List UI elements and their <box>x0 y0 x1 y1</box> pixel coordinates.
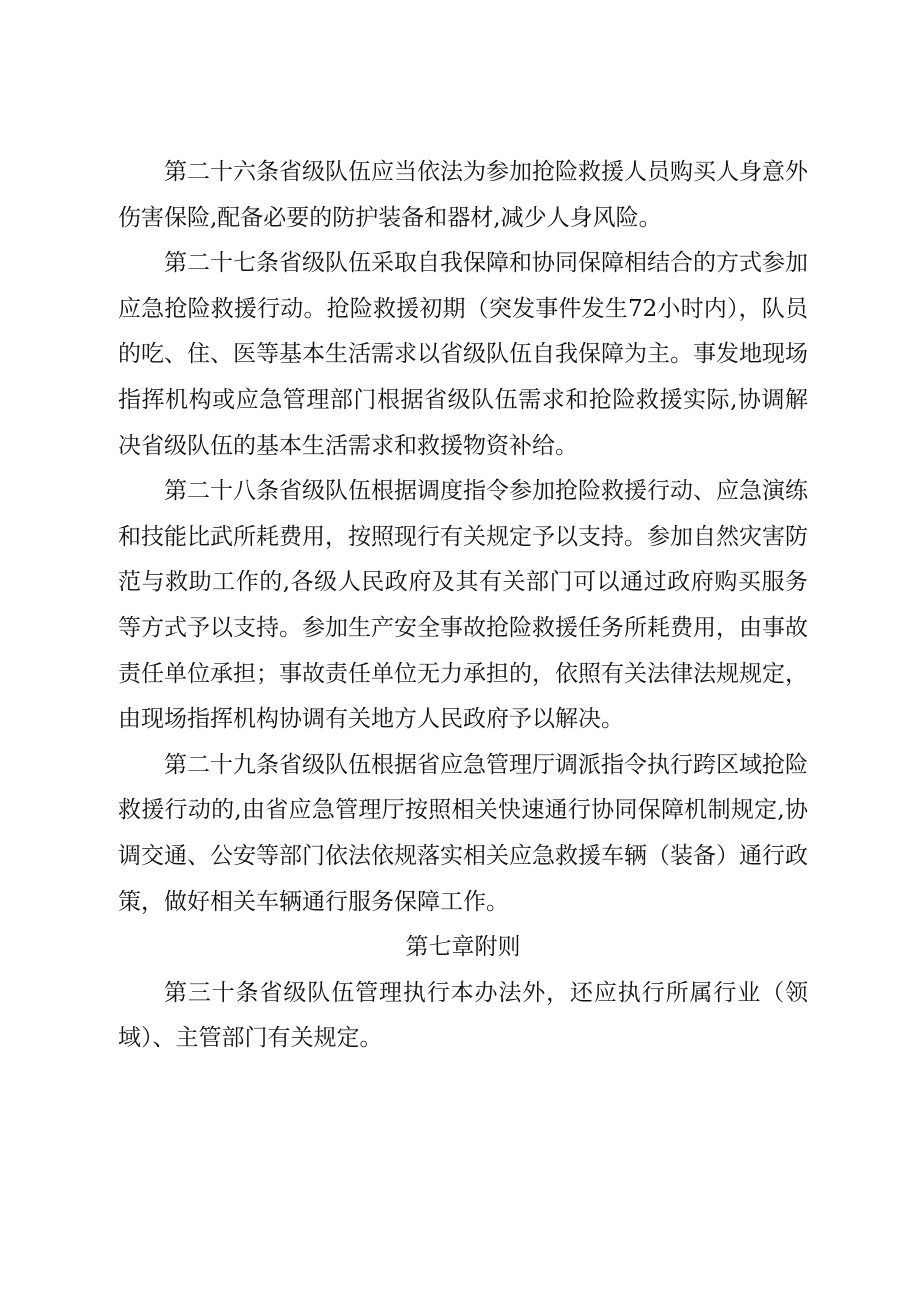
article-27-paragraph: 第二十七条省级队伍采取自我保障和协同保障相结合的方式参加应急抢险救援行动。抢险救援初期（突发事件发生72小时内），队员的吃、住、医等基本生活需求以省级队伍自我保障为主。事发地现场指挥机构或应急管理部门根据省级队伍需求和抢险救援实际,协调解决省级队伍的基本生活需求和救援物资补给。 <box>118 250 808 459</box>
document-body <box>118 150 808 1062</box>
article-29-paragraph: 第二十九条省级队伍根据省应急管理厅调派指令执行跨区域抢险救援行动的,由省应急管理厅按照相关快速通行协同保障机制规定,协调交通、公安等部门依法依规落实相关应急救援车辆（装备）通行政策，做好相关车辆通行服务保障工作。 <box>118 751 808 915</box>
article-30-paragraph: 第三十条省级队伍管理执行本办法外，还应执行所属行业（领域）、主管部门有关规定。 <box>118 979 808 1052</box>
chapter-heading: 第七章附则 <box>405 934 521 961</box>
article-28-paragraph: 第二十八条省级队伍根据调度指令参加抢险救援行动、应急演练和技能比武所耗费用，按照现行有关规定予以支持。参加自然灾害防范与救助工作的,各级人民政府及其有关部门可以通过政府购买服务等方式予以支持。参加生产安全事故抢险救援任务所耗费用，由事故责任单位承担；事故责任单位无力承担的，依照有关法律法规规定，由现场指挥机构协调有关地方人民政府予以解决。 <box>118 478 808 733</box>
article-26-paragraph: 第二十六条省级队伍应当依法为参加抢险救援人员购买人身意外伤害保险,配备必要的防护装备和器材,减少人身风险。 <box>118 159 808 231</box>
